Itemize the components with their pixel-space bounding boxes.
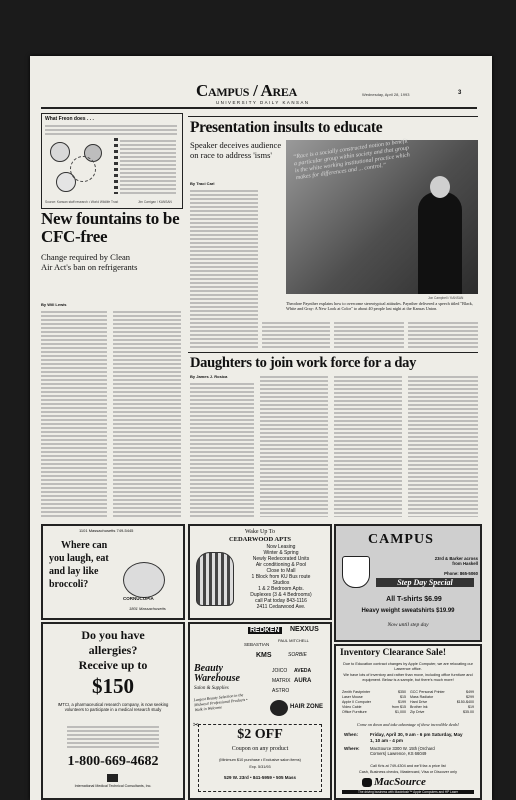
salon-brand-aveda: AVEDA [294,668,312,674]
allergies-phone: 1-800-669-4682 [67,754,159,769]
inventory-items [342,690,474,720]
fountains-body-col1 [41,309,107,519]
cornucopia-ad-top: 1101 Massachusetts 749-5445 [79,528,134,533]
daughters-body-col4 [408,374,478,517]
cycle-arrow-icon [70,156,96,182]
insults-body-col3 [334,320,404,348]
inventory-when: Friday, April 30, 9 am - 6 pm Saturday, May 1, 10 am - 4 pm [370,732,463,743]
insults-byline: By Traci Carl [190,181,215,186]
inventory-where-label: Where: [344,746,360,751]
salon-brand-sebastian: SEBASTIAN [244,642,270,647]
salon-brand-nexxus: NEXXUS [290,626,319,633]
salon-brand-joico: JOICO [272,668,288,674]
allergies-body: IMTCI, a pharmaceutical research company, is now seeking volunteers to participate in a medical research study [57,702,169,713]
macsource-logo: MacSource [374,776,426,788]
hair-zone-logo: HAIR ZONE [290,704,323,710]
allergies-line3: Receive up to [78,658,148,672]
item-price: $350 [398,690,406,694]
inventory-ad [334,644,482,800]
item-name: GCC Personal Printer [410,690,445,694]
item-name: Zip Drive [410,710,425,714]
cedarwood-ad [188,524,332,620]
cedarwood-line1: Wake Up To [245,529,275,535]
cedarwood-line3: Now Leasing [266,544,296,550]
fountains-body-col2 [113,309,181,519]
imtci-logo-icon [107,774,118,782]
uv-list-bullets [114,138,118,194]
freon-box-text [45,123,177,135]
coupon-amount: $2 OFF [237,727,283,742]
allergies-amount: $150 [92,674,134,698]
item-name: Laser Mouse [342,695,363,699]
insults-deck: Speaker deceives audience on race to address 'isms' [190,140,282,160]
salon-brand-sorbie: SORBIE [288,652,307,658]
salon-coupon [193,721,322,792]
allergies-ad [41,622,185,800]
cedarwood-line13: 2411 Cedarwood Ave. [256,604,306,610]
campus-ad-address: 23rd & Barker across from Haskell [434,556,478,566]
cornucopia-logo: CORNUCOPIA [123,596,154,601]
page-number: 3 [458,90,462,96]
item-price: $499 [466,690,474,694]
raccoon-icon [196,552,234,606]
campus-ad-phone: Phone: 865-5060 [444,571,478,576]
inventory-intro: Due to Education contract changes by Apple Computer, we are relocating our Lawrence office. [343,662,473,671]
item-price: from $15 [391,705,406,709]
item-name: Mass Radiator [410,695,434,699]
salon-sub: Salon & Supplies [194,686,229,691]
daughters-body-col2 [260,374,328,517]
item-name: Brother Ink [410,705,428,709]
freon-box-credit: Jim Carrigan / KANSAN [138,200,172,204]
salon-brand-kms: KMS [256,652,272,659]
item-price: $150-$400 [456,700,474,704]
item-name: Apple II Computer [342,700,371,704]
ozone-cycle-diagram [50,138,110,196]
macsource-tagline: The driving business with Macintosh™ Apple Computers and HP Laser [342,790,474,794]
fountains-byline: By Will Lewis [41,302,67,307]
coupon-address: 529 W. 23rd • 841-5959 • 505 Mass [224,775,296,780]
item-name: Zenith Fastprinter [342,690,371,694]
coupon-detail: (Minimum $10 purchase • Exclusive salon items) [219,758,301,762]
insults-body-col4 [408,320,478,348]
daughters-headline: Daughters to join work force for a day [190,355,417,371]
coupon-text: Coupon on any product [231,746,289,752]
allergies-line1: Do you have [81,628,145,642]
salon-brand-aura: AURA [294,678,312,684]
salon-brand-astro: ASTRO [272,688,290,694]
salon-brand-redken: REDKEN [250,627,280,634]
daughters-body-col1 [190,381,254,517]
cornucopia-logo-icon [123,562,165,598]
salon-name: Beauty Warehouse [194,663,240,684]
masthead-subtitle: UNIVERSITY DAILY KANSAN [216,100,310,105]
masthead-rule [41,107,477,109]
uv-radiation-list [114,138,176,194]
cedarwood-line12: call Pat today 843-1116 [255,598,307,604]
cornucopia-ad-bottom: 1801 Massachusetts [129,606,166,611]
item-price: $19 [468,705,474,709]
allergies-footer: International Medical Technical Consultants, Inc. [74,784,152,788]
cedarwood-line4: Winter & Spring [263,550,299,556]
cornucopia-line1: Where can [61,540,108,551]
coupon-expires: Exp. 5/31/93 [249,765,271,769]
cedarwood-line8: 1 Block from KU Bus route [251,574,311,580]
item-name: Office Furniture [342,710,367,714]
hair-zone-logo-icon [270,700,288,716]
cedarwood-line7: Close to Mall [266,568,296,574]
masthead-title: Campus / Area [196,81,297,100]
cornucopia-line3: and lay like [49,566,99,577]
ku-shield-icon [342,556,370,588]
campus-ad-tag: Step Day Special [376,578,474,587]
photo-credit: Jon Campbell / KANSAN [428,296,464,300]
page-date: Wednesday, April 28, 1993 [362,92,410,97]
item-price: $35.00 [463,710,474,714]
speaker-head [430,176,450,198]
campus-ad-offer1: All T-shirts $6.99 [386,596,442,603]
item-price: $199 [398,700,406,704]
item-price: $15 [400,695,406,699]
item-price: $1,000 [395,710,406,714]
cornucopia-ad [41,524,185,620]
cornucopia-line4: broccoli? [49,579,89,590]
inventory-headline: Inventory Clearance Sale! [340,648,447,658]
allergies-qualify [67,724,159,750]
fountains-headline: New fountains to be CFC-free [41,209,180,246]
daughters-body-col3 [334,374,402,517]
salon-brand-matrix: MATRIX [272,678,291,684]
inventory-where: MacSource 3300 W. 15th (Orchard Corners) Lawrence, KS 66049 [370,746,435,757]
item-name: Hard Drive [410,700,428,704]
daughters-byline: By James J. Rosica [190,374,228,379]
insults-body-col2 [262,320,330,348]
scissors-icon: ✂ [193,721,199,729]
freon-box-caption: Source: Kansan staff research • World Wildlife Trust [45,200,119,204]
inventory-item [342,710,406,715]
cedarwood-line2: CEDARWOOD APTS [228,536,292,543]
salon-ad [188,622,332,800]
newspaper-page [30,56,492,800]
freon-box [41,113,183,209]
campus-ad [334,524,482,642]
freon-box-title: What Freon does . . . [45,116,94,122]
insults-headline: Presentation insults to educate [190,119,383,136]
insults-top-rule [188,116,478,117]
inventory-call: Call Kris at 749-4304 and we'll fax a price list [370,764,446,768]
fountains-deck: Change required by Clean Air Act's ban on refrigerants [41,252,138,272]
campus-ad-offer2: Heavy weight sweatshirts $19.99 [361,608,455,614]
campus-ad-offer3: Now until step day [387,622,429,628]
cedarwood-line6: Air conditioning & Pool [255,562,307,568]
salon-blurb: Largest Beauty Selection in the Midwest! Professional Products • Walk in Welcome [193,692,248,713]
insults-body-col1 [190,188,258,348]
inventory-body: We have lots of inventory and rather than move, including office furniture and equipment. Below is a sample, but there's much more! [343,673,473,682]
photo-caption: Theodore Paynther explains how to overcome stereotypical attitudes. Paynther delivered a speech titled "Black, White and Gray: A New Look at Color" to about 40 people last night at the Kansas Union. [286,301,473,311]
inventory-item [410,710,474,715]
item-price: $299 [466,695,474,699]
allergies-line2: allergies? [88,643,138,657]
speaker-photo [286,140,478,294]
inventory-payment: Cash, Business checks, Mastercard, Visa or Discover only [358,770,458,774]
inventory-when-label: When: [344,732,359,737]
cornucopia-line2: you laugh, eat [49,553,109,564]
cedarwood-line5: Newly Redecorated Units [252,556,310,562]
cedarwood-line11: Duplexes (3 & 4 Bedrooms) [250,592,312,598]
uv-list-text [120,138,176,194]
salon-brand-paul-mitchell: PAUL MITCHELL [278,638,309,643]
macsource-logo-icon [362,778,372,787]
daughters-top-rule [188,352,478,353]
cedarwood-line10: 1 & 2 Bedroom Apts. [258,586,304,592]
ozone-molecule-icon [50,142,70,162]
photo-quote: “Race is a socially constructed notion to benefit a particular group within society and that group is the white working institutional practice which makes for differences and ... control.” [292,138,411,182]
item-name: Video Cable [342,705,362,709]
speaker-figure [418,192,462,294]
cedarwood-line9: Studios [272,580,290,586]
campus-ad-logo: CAMPUS [368,532,434,547]
inventory-cta: Come on down and take advantage of these incredible deals! [356,722,460,727]
